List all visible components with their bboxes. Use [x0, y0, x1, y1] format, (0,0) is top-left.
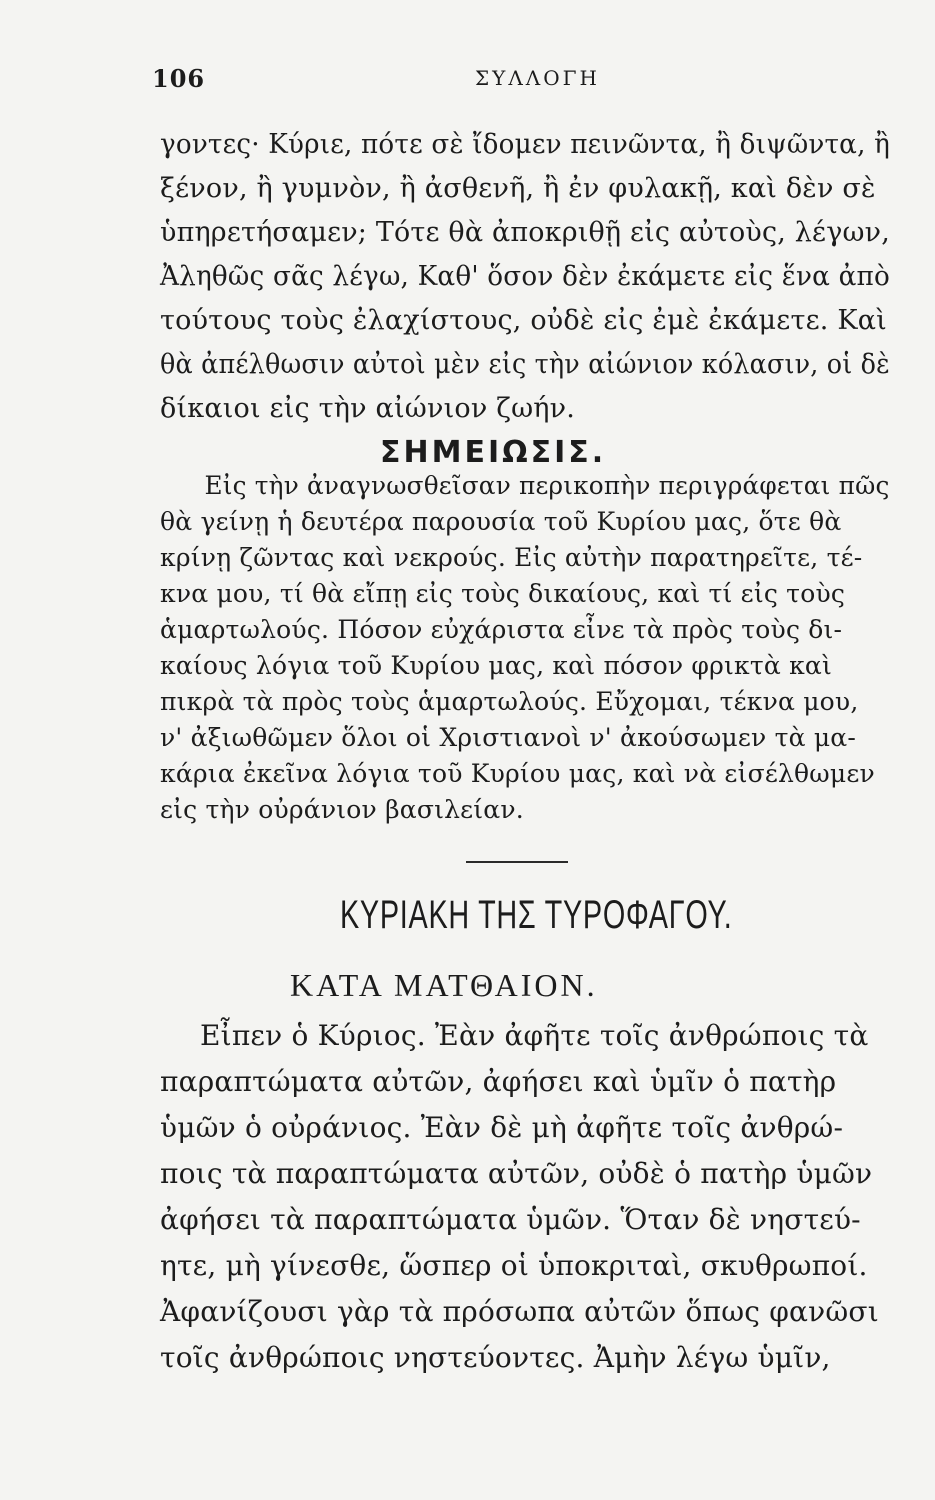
text-line: ὑμῶν ὁ οὐράνιος. Ἐὰν δὲ μὴ ἀφῆτε τοῖς ἀνθρώ- — [160, 1111, 844, 1144]
text-line: τοῖς ἀνθρώποις νηστεύοντες. Ἀμὴν λέγω ὑμῖν, — [160, 1341, 831, 1374]
page-header — [152, 64, 882, 94]
text-line: ξένον, ἢ γυμνὸν, ἢ ἀσθενῆ, ἢ ἐν φυλακῇ, καὶ δὲν σὲ — [160, 173, 876, 204]
text-line: καίους λόγια τοῦ Κυρίου μας, καὶ πόσον φρικτὰ καὶ — [160, 651, 832, 680]
text-line: ν' ἀξιωθῶμεν ὅλοι οἱ Χριστιανοὶ ν' ἀκούσωμεν τὰ μα- — [160, 723, 857, 752]
text-line: Εἶπεν ὁ Κύριος. Ἐὰν ἀφῆτε τοῖς ἀνθρώποις τὰ — [200, 1019, 869, 1052]
section-subtitle: ΚΑΤΑ ΜΑΤΘΑΙΟΝ. — [290, 967, 598, 1003]
text-line: παραπτώματα αὐτῶν, ἀφήσει καὶ ὑμῖν ὁ πατὴρ — [160, 1065, 837, 1098]
text-line: ἀφήσει τὰ παραπτώματα ὑμῶν. Ὅταν δὲ νηστεύ- — [160, 1203, 861, 1236]
section-title: ΚΥΡΙΑΚΗ ΤΗΣ ΤΥΡΟΦΑΓΟΥ. — [340, 893, 733, 937]
page-number: 106 — [152, 64, 206, 93]
text-line: εἰς τὴν οὐράνιον βασιλείαν. — [160, 795, 524, 824]
text-line: ητε, μὴ γίνεσθε, ὥσπερ οἱ ὑποκριταὶ, σκυθρωποί. — [160, 1249, 868, 1282]
section-divider-rule — [466, 861, 568, 863]
notes-paragraph — [160, 468, 890, 828]
text-line: Ἀφανίζουσι γὰρ τὰ πρόσωπα αὐτῶν ὅπως φανῶσι — [160, 1295, 879, 1328]
text-line: πικρὰ τὰ πρὸς τοὺς ἁμαρτωλούς. Εὔχομαι, τέκνα μου, — [160, 687, 859, 716]
text-line: Εἰς τὴν ἀναγνωσθεῖσαν περικοπὴν περιγράφεται πῶς — [204, 471, 890, 500]
text-line: ὑπηρετήσαμεν; Τότε θὰ ἀποκριθῇ εἰς αὐτοὺς, λέγων, — [160, 217, 890, 248]
running-head: ΣΥΛΛΟΓΗ — [475, 66, 600, 90]
text-line: κάρια ἐκεῖνα λόγια τοῦ Κυρίου μας, καὶ νὰ εἰσέλθωμεν — [160, 759, 875, 788]
text-line: τούτους τοὺς ἐλαχίστους, οὐδὲ εἰς ἐμὲ ἐκάμετε. Καὶ — [160, 305, 887, 336]
text-line: γοντες· Κύριε, πότε σὲ ἴδομεν πεινῶντα, ἢ διψῶντα, ἢ — [160, 129, 890, 160]
notes-heading: ΣΗΜΕΙΩΣΙΣ. — [380, 435, 607, 470]
gospel-passage-continued — [160, 123, 890, 431]
text-line: κνα μου, τί θὰ εἴπῃ εἰς τοὺς δικαίους, καὶ τί εἰς τοὺς — [160, 579, 846, 608]
text-line: κρίνῃ ζῶντας καὶ νεκρούς. Εἰς αὐτὴν παρατηρεῖτε, τέ- — [160, 543, 863, 572]
text-line: θὰ γείνῃ ἡ δευτέρα παρουσία τοῦ Κυρίου μας, ὅτε θὰ — [160, 507, 842, 536]
text-line: Ἀληθῶς σᾶς λέγω, Καθ' ὅσον δὲν ἐκάμετε εἰς ἕνα ἀπὸ — [160, 261, 890, 292]
text-line: ἁμαρτωλούς. Πόσον εὐχάριστα εἶνε τὰ πρὸς τοὺς δι- — [160, 615, 843, 644]
text-line: ποις τὰ παραπτώματα αὐτῶν, οὐδὲ ὁ πατὴρ ὑμῶν — [160, 1157, 873, 1190]
gospel-reading — [160, 1013, 890, 1381]
text-line: θὰ ἀπέλθωσιν αὐτοὶ μὲν εἰς τὴν αἰώνιον κόλασιν, οἱ δὲ — [160, 349, 890, 380]
text-line: δίκαιοι εἰς τὴν αἰώνιον ζωήν. — [160, 393, 576, 424]
